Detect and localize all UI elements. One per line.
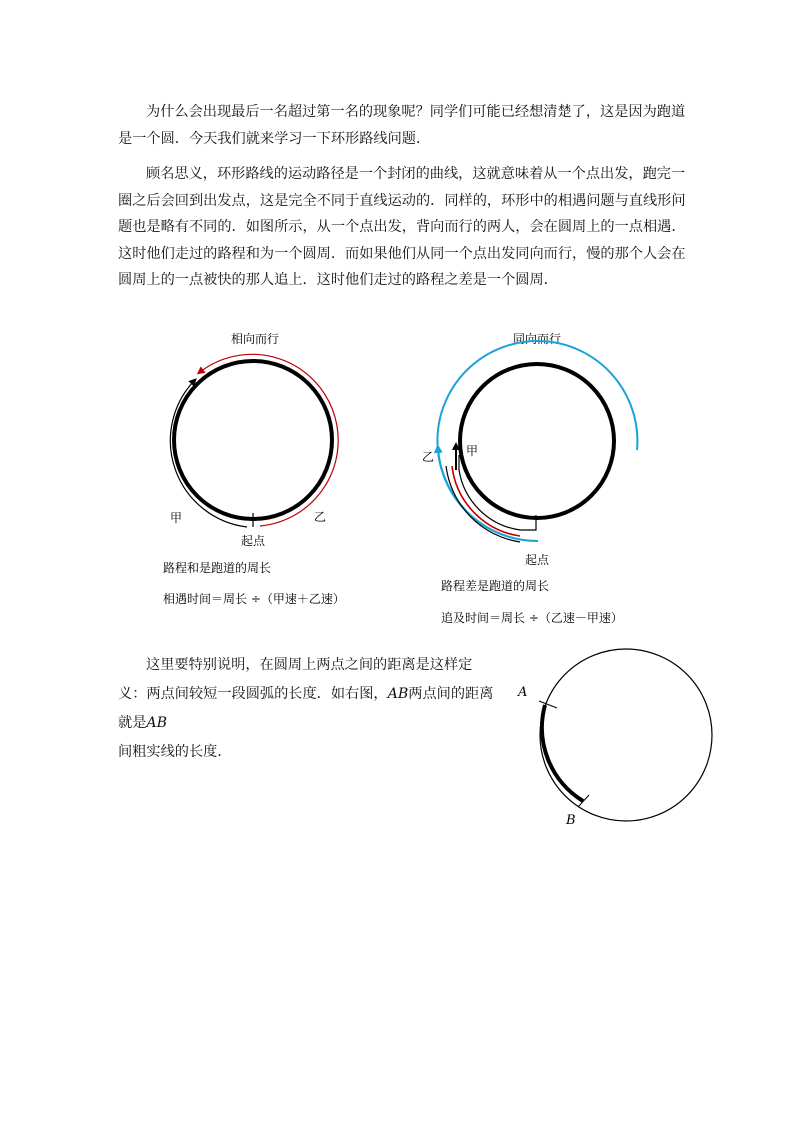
label-yi: 乙 bbox=[313, 510, 327, 524]
track-circle-2 bbox=[460, 364, 614, 518]
ab-circle bbox=[540, 649, 712, 821]
chasing-diagram bbox=[422, 332, 637, 625]
label-jia: 甲 bbox=[169, 511, 183, 525]
label-jia-2: 甲 bbox=[466, 444, 479, 458]
path-b-red bbox=[200, 354, 338, 526]
chasing-title: 同向而行 bbox=[512, 332, 562, 346]
ab-label-1: AB bbox=[387, 686, 409, 702]
track-circle bbox=[174, 361, 332, 519]
ab-label-2: AB bbox=[146, 715, 168, 731]
label-yi-2: 乙 bbox=[421, 450, 435, 464]
ab-arc bbox=[542, 705, 583, 801]
def-text-c: 间粗实线的长度． bbox=[118, 744, 232, 760]
path-black-outer bbox=[446, 466, 520, 542]
def-text-a: 这里要特别说明，在圆周上两点之间的距离是这样定义：两点间较短一段圆弧的长度．如右图， bbox=[118, 657, 473, 702]
chasing-caption-1: 路程差是跑道的周长 bbox=[441, 579, 550, 593]
def-text-b: 两点间的距离就是 bbox=[118, 686, 494, 731]
start-label-2: 起点 bbox=[524, 553, 550, 567]
ab-distance-diagram bbox=[517, 649, 712, 828]
path-b-blue bbox=[437, 341, 637, 541]
label-a: A bbox=[518, 685, 528, 700]
label-b: B bbox=[566, 813, 576, 828]
distance-definition-paragraph bbox=[118, 651, 498, 767]
meeting-caption-2: 相遇时间＝周长 ÷（甲速＋乙速） bbox=[163, 592, 345, 606]
meeting-title: 相向而行 bbox=[230, 332, 280, 346]
start-label: 起点 bbox=[240, 534, 266, 548]
intro-paragraph: 为什么会出现最后一名超过第一名的现象呢？同学们可能已经想清楚了，这是因为跑道是一个圆．今天我们就来学习一下环形路线问题． bbox=[118, 104, 686, 147]
meeting-caption-1: 路程和是跑道的周长 bbox=[163, 561, 272, 575]
explanation-paragraph: 顾名思义，环形路线的运动路径是一个封闭的曲线，这就意味着从一个点出发，跑完一圈之后会回到出发点，这是完全不同于直线运动的．同样的，环形中的相遇问题与直线形问题也是略有不同的．如图所示，从一个点出发，背向而行的两人，会在圆周上的一点相遇．这时他们走过的路程和为一个圆周．而如果他们从同一个点出发同向而行，慢的那个人会在圆周上的一点被快的那人追上．这时他们走过的路程之差是一个圆周． bbox=[118, 166, 686, 288]
chasing-caption-2: 追及时间＝周长 ÷（乙速－甲速） bbox=[441, 611, 623, 625]
meeting-diagram bbox=[163, 331, 345, 606]
a-tick bbox=[539, 701, 557, 708]
